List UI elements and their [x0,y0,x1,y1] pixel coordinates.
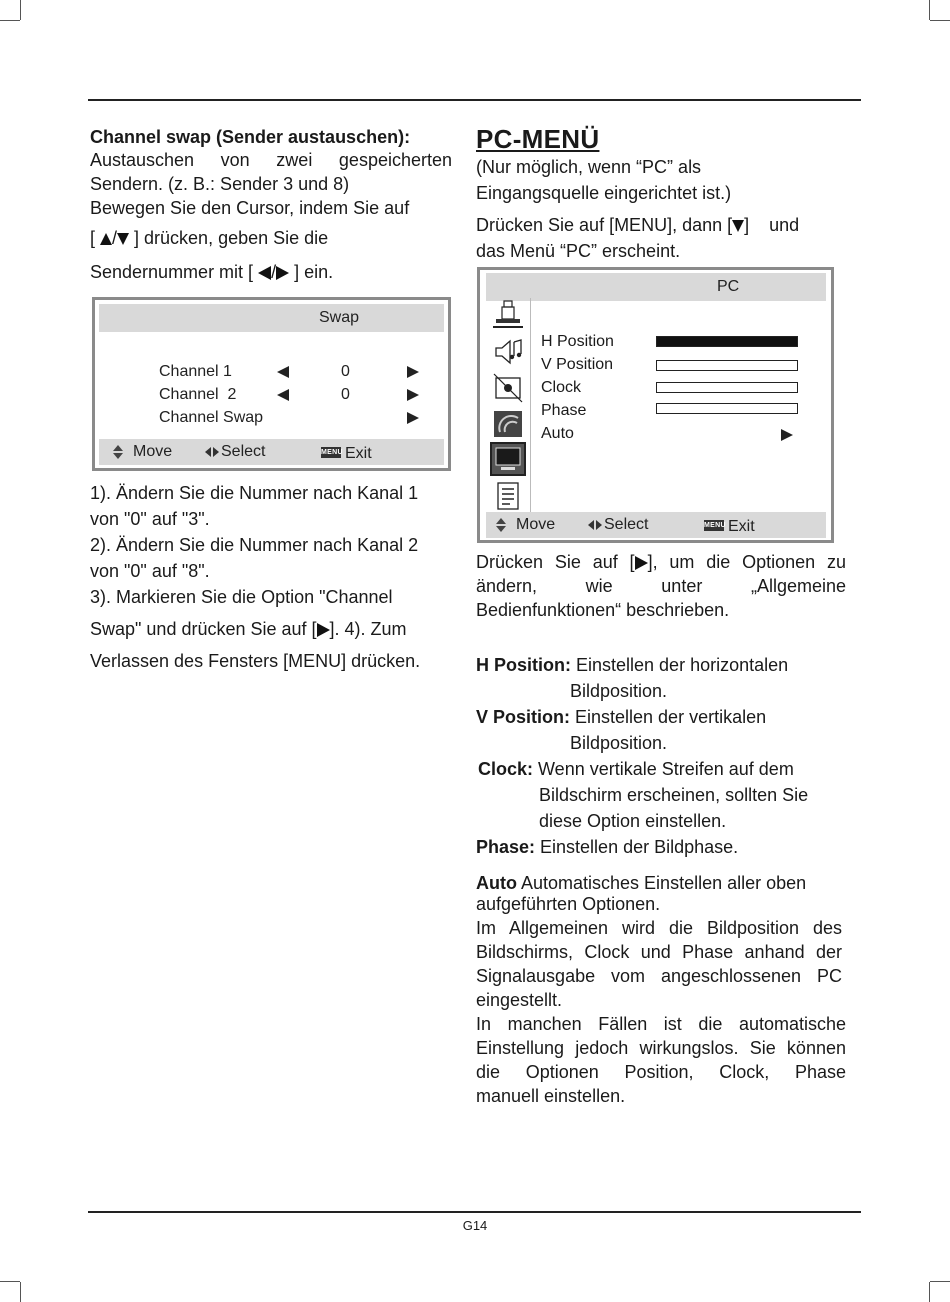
footer-move-label: Move [516,516,556,533]
definition-term: Auto [476,873,517,893]
top-rule [88,99,861,101]
intro-text [90,226,452,250]
left-right-icon [205,447,219,457]
paragraph-text: Einstellung jedoch wirkungslos. Sie können [476,1038,846,1058]
pc-press-text: das Menü “PC” erscheint. [476,241,681,261]
crop-mark [930,1281,950,1282]
document-icon[interactable] [490,480,526,512]
confirm-arrow-icon[interactable] [407,412,419,424]
pc-row-label: V Position [541,356,614,373]
text-fragment: / [271,262,277,282]
pc-menu-icon-strip [486,298,530,513]
swap-row-channel-1[interactable] [159,363,429,383]
slider-fill [657,337,797,346]
swap-menu-footer [99,439,444,465]
definition-term: Clock: [478,759,534,779]
page-number: G14 [462,1218,488,1233]
up-down-icon [496,518,506,532]
footer-move-label: Move [133,443,173,460]
after-text [476,550,846,574]
pc-menu-title-bar [486,273,826,301]
crop-mark [0,1281,20,1282]
crop-mark [0,20,20,21]
paragraph-text: die Optionen Position, Clock, Phase [476,1062,846,1082]
step-text [90,617,452,641]
menu-key-icon: MENU [704,522,726,529]
paragraph-text: eingestellt. [476,990,563,1010]
phase-slider[interactable] [656,403,798,414]
pc-row-clock[interactable] [541,379,801,399]
after-text: Bedienfunktionen“ beschrieben. [476,600,730,620]
definition-text: Bildschirm erscheinen, sollten Sie [539,785,809,805]
after-text: ändern, wie unter „Allgemeine [476,576,846,596]
picture-icon[interactable] [490,300,526,332]
pc-row-label: Auto [541,425,574,442]
definition-text: Einstellen der Bildphase. [535,837,739,857]
bottom-rule [88,1211,861,1213]
intro-text [90,260,452,284]
pc-row-label: Phase [541,402,587,419]
clock-slider[interactable] [656,382,798,393]
paragraph-text: Signalausgabe vom angeschlossenen PC [476,966,842,986]
swap-row-value: 0 [341,386,350,403]
pc-menu-footer [486,512,826,538]
step-text: 2). Ändern Sie die Nummer nach Kanal 2 [90,535,419,555]
decrease-arrow-icon[interactable] [277,389,289,401]
channel-swap-heading: Channel swap (Sender austauschen): [90,127,411,147]
definition-text: Einstellen der vertikalen [570,707,767,727]
swap-menu-title: Swap [319,309,360,326]
paragraph-text: In manchen Fällen ist die automatische [476,1014,846,1034]
crop-mark [20,1282,21,1302]
increase-arrow-icon[interactable] [407,389,419,401]
swap-row-channel-2[interactable] [159,386,429,406]
pc-row-h-position[interactable] [541,333,801,353]
step-text: von "0" auf "8". [90,561,210,581]
text-fragment: Drücken Sie auf [MENU], dann [ [476,215,733,235]
footer-select-label: Select [221,443,266,460]
intro-text: Austauschen von zwei gespeicherten [90,150,452,170]
crop-mark [20,0,21,20]
swap-menu-title-bar [99,304,444,332]
crop-mark [929,1282,930,1302]
menu-key-icon: MENU [321,449,343,456]
text-fragment: [ [90,228,101,248]
intro-text: Sendern. (z. B.: Sender 3 und 8) [90,174,350,194]
pc-note: (Nur möglich, wenn “PC” als [476,157,702,177]
text-fragment: ] ein. [289,262,334,282]
swap-row-value: 0 [341,363,350,380]
definition-term: H Position: [476,655,571,675]
definition-text: diese Option einstellen. [539,811,727,831]
right-arrow-icon [276,266,289,280]
crop-mark [929,0,930,20]
swap-row-label: Channel Swap [159,409,264,426]
text-fragment: Drücken Sie auf [ [476,552,635,572]
step-text: von "0" auf "3". [90,509,210,529]
text-fragment: / [112,228,118,248]
pc-note: Eingangsquelle eingerichtet ist.) [476,183,732,203]
swap-row-label: Channel 2 [159,386,237,403]
definition-text: Bildposition. [570,681,668,701]
step-text: 1). Ändern Sie die Nummer nach Kanal 1 [90,483,419,503]
swap-menu-osd [92,297,451,471]
pc-icon[interactable] [490,442,526,476]
text-fragment: ], um die Optionen zu [647,552,846,572]
pc-row-phase[interactable] [541,402,801,422]
confirm-arrow-icon[interactable] [781,429,793,441]
definition-clock [478,757,850,781]
right-arrow-icon [317,623,330,637]
left-right-icon [588,520,602,530]
definition-term: Phase: [476,837,536,857]
decrease-arrow-icon[interactable] [277,366,289,378]
definition-text: Bildposition. [570,733,668,753]
crop-mark [930,20,950,21]
step-text: Verlassen des Fensters [MENU] drücken. [90,651,421,671]
pc-row-label: H Position [541,333,614,350]
pc-row-v-position[interactable] [541,356,801,376]
definition-term: V Position: [476,707,570,727]
text-fragment: Swap" und drücken Sie auf [ [90,619,317,639]
definition-text: aufgeführten Optionen. [476,894,661,914]
definition-phase [476,835,848,859]
left-arrow-icon [258,266,271,280]
h-position-slider[interactable] [656,336,798,347]
pc-menu-title: PC-MENÜ [476,124,600,154]
text-fragment: ] drücken, geben Sie die [129,228,329,248]
pc-press-text [476,213,848,237]
footer-select-label: Select [604,516,649,533]
text-fragment: ]. 4). Zum [329,619,407,639]
v-position-slider[interactable] [656,360,798,371]
pc-menu-osd-title: PC [717,278,740,295]
down-arrow-icon [117,233,129,245]
tuning-icon[interactable] [490,408,526,440]
down-arrow-icon [732,220,744,232]
definition-v-position [476,705,848,729]
step-text: 3). Markieren Sie die Option "Channel [90,587,393,607]
up-arrow-icon [100,233,112,245]
footer-exit-label: Exit [345,445,372,462]
swap-row-channel-swap[interactable] [159,409,429,429]
pc-row-auto[interactable] [541,425,801,445]
text-fragment: Sendernummer mit [ [90,262,259,282]
paragraph-text: Im Allgemeinen wird die Bildposition des [476,918,842,938]
feature-icon[interactable] [490,372,526,404]
definition-text: Einstellen der horizontalen [571,655,789,675]
definition-h-position [476,653,848,677]
definition-text: Automatisches Einstellen aller oben [516,873,807,893]
swap-row-label: Channel 1 [159,363,232,380]
increase-arrow-icon[interactable] [407,366,419,378]
sound-icon[interactable] [490,336,526,368]
up-down-icon [113,445,123,459]
intro-text: Bewegen Sie den Cursor, indem Sie auf [90,198,410,218]
definition-text: Wenn vertikale Streifen auf dem [533,759,794,779]
icon-strip-divider [530,298,531,512]
paragraph-text: manuell einstellen. [476,1086,626,1106]
paragraph-text: Bildschirms, Clock und Phase anhand der [476,942,842,962]
right-arrow-icon [635,556,648,570]
text-fragment: ] und [744,215,800,235]
pc-row-label: Clock [541,379,582,396]
footer-exit-label: Exit [728,518,755,535]
